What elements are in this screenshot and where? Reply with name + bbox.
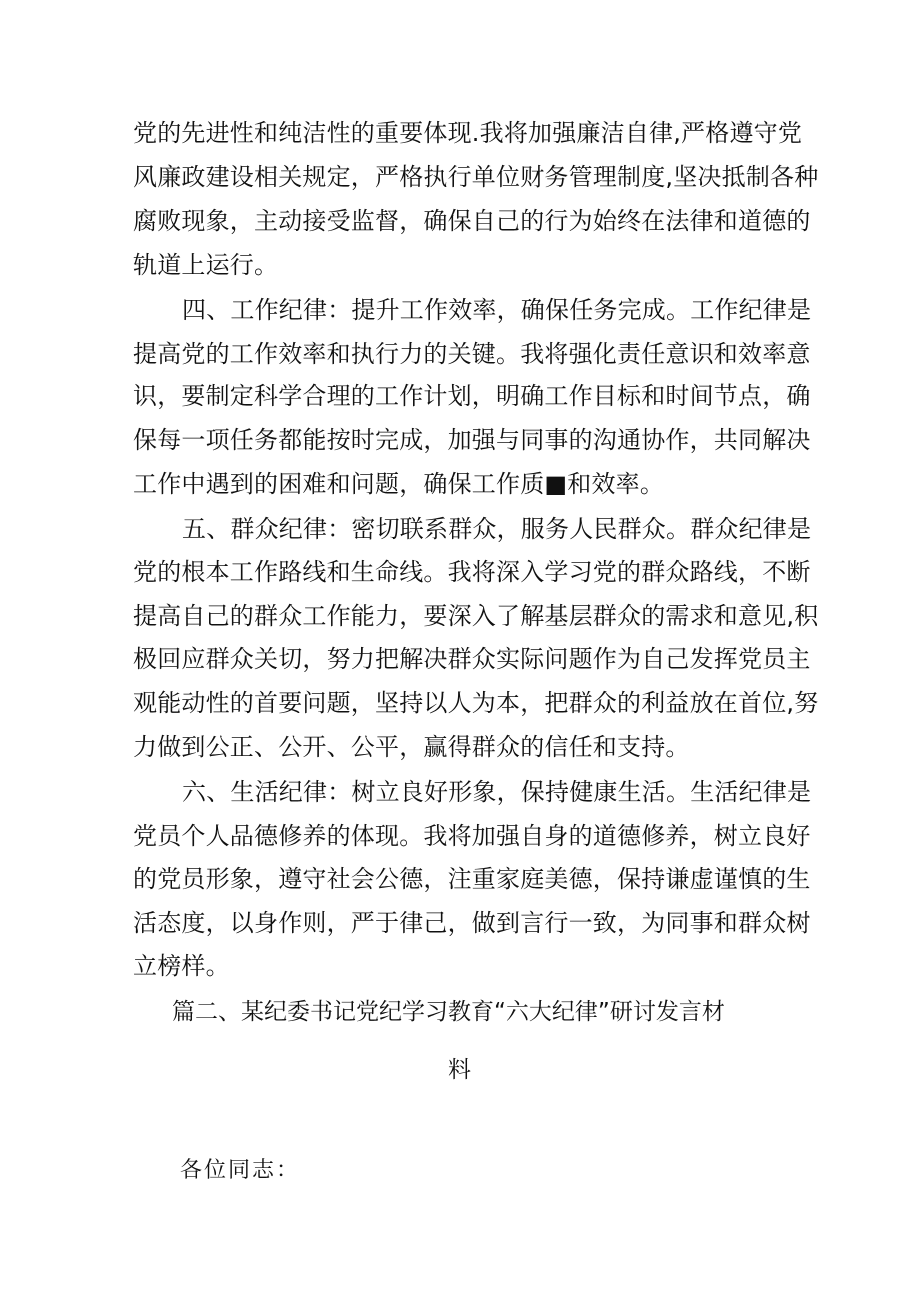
text-line: 风廉政建设相关规定，严格执行单位财务管理制度,坚决抵制各种 <box>133 163 819 191</box>
text-line: 六、生活纪律：树立良好形象，保持健康生活。生活纪律是 <box>182 778 812 806</box>
text-line: 四、工作纪律：提升工作效率，确保任务完成。工作纪律是 <box>182 296 812 324</box>
text-line: 立榜样。 <box>133 952 230 980</box>
text-line: 观能动性的首要问题，坚持以人为本，把群众的利益放在首位,努 <box>133 689 819 717</box>
text-line: 提高自己的群众工作能力，要深入了解基层群众的需求和意见,积 <box>133 602 819 630</box>
text-line: 腐败现象，主动接受监督，确保自己的行为始终在法律和道德的 <box>133 207 811 235</box>
text-line: 活态度，以身作则，严于律己，做到言行一致，为同事和群众树 <box>133 909 811 937</box>
text-line: 识，要制定科学合理的工作计划，明确工作目标和时间节点，确 <box>133 382 811 410</box>
text-line: 工作中遇到的困难和问题，确保工作质■和效率。 <box>133 470 665 498</box>
section-title-line-1: 篇二、某纪委书记党纪学习教育“六大纪律”研讨发言材 <box>172 999 725 1025</box>
text-line: 五、群众纪律：密切联系群众，服务人民群众。群众纪律是 <box>182 515 812 543</box>
section-title-line-2: 料 <box>448 1057 471 1083</box>
text-line: 党员个人品德修养的体现。我将加强自身的道德修养，树立良好 <box>133 822 811 850</box>
text-line: 党的先进性和纯洁性的重要体现.我将加强廉洁自律,严格遵守党 <box>133 119 803 147</box>
text-line: 轨道上运行。 <box>133 251 279 279</box>
text-line: 极回应群众关切，努力把解决群众实际问题作为自己发挥党员主 <box>133 645 811 673</box>
text-line: 党的根本工作路线和生命线。我将深入学习党的群众路线，不断 <box>133 558 811 586</box>
text-line: 力做到公正、公开、公平，赢得群众的信任和支持。 <box>133 733 690 761</box>
text-line: 的党员形象，遵守社会公德，注重家庭美德，保持谦虚谨慎的生 <box>133 865 811 893</box>
greeting: 各位同志： <box>180 1158 301 1183</box>
text-line: 保每一项任务都能按时完成，加强与同事的沟通协作，共同解决 <box>133 426 811 454</box>
text-line: 提高党的工作效率和执行力的关键。我将强化责任意识和效率意 <box>133 340 811 368</box>
